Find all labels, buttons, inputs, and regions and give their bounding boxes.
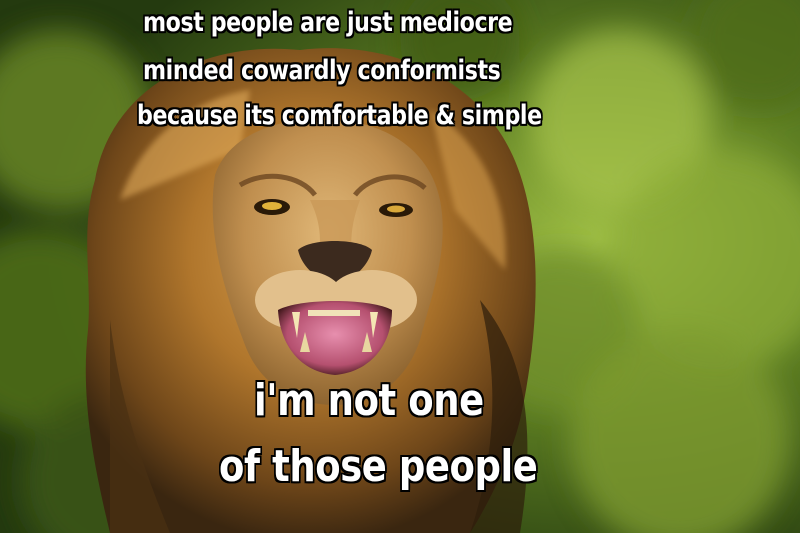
bottom-caption-line-1: i'm not one	[254, 375, 484, 426]
top-caption-line-2: minded cowardly conformists	[143, 55, 501, 86]
top-caption-line-3: because its comfortable & simple	[137, 100, 542, 131]
bottom-caption-line-2: of those people	[219, 441, 538, 492]
top-caption-line-1: most people are just mediocre	[143, 7, 513, 38]
